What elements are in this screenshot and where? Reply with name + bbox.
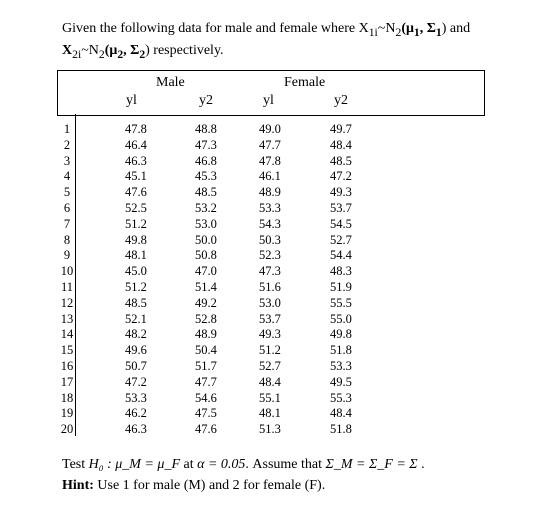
- female-y1-cell: 55.1: [259, 390, 281, 405]
- female-y1-cell: 48.1: [259, 406, 281, 421]
- dist-2: ~N: [81, 42, 99, 58]
- row-index: 15: [60, 343, 74, 358]
- params-2-sub-a: 2: [117, 47, 124, 61]
- male-y2-cell: 51.4: [195, 280, 217, 294]
- male-y2-cell: 52.8: [195, 311, 217, 326]
- female-y2-cell: 54.5: [330, 216, 352, 231]
- dist-1: ~N: [377, 21, 396, 36]
- male-y1-cell: 48.1: [125, 248, 147, 263]
- male-y2-cell: 53.2: [195, 201, 217, 215]
- female-y1-cell: 49.0: [259, 122, 281, 136]
- table-row: [57, 233, 485, 249]
- hint-label: Hint:: [62, 478, 94, 493]
- row-index: 1: [63, 122, 71, 136]
- test-statement: [62, 457, 425, 473]
- table-row: [57, 248, 485, 264]
- table-row: [57, 312, 485, 328]
- female-y2-cell: 49.8: [330, 327, 352, 342]
- table-row: [57, 201, 485, 217]
- table-row: [57, 422, 485, 438]
- female-y2-cell: 49.7: [330, 122, 352, 136]
- male-y1-cell: 47.2: [125, 374, 147, 389]
- male-y2-cell: 49.2: [195, 295, 217, 310]
- table-row: [57, 185, 485, 201]
- row-index: 2: [63, 137, 71, 152]
- female-y2-cell: 48.3: [330, 264, 352, 279]
- dist-2-sub: 2: [98, 47, 105, 61]
- female-y1-cell: 47.7: [259, 137, 281, 152]
- female-y1-cell: 52.7: [259, 359, 281, 373]
- female-y1-cell: 53.7: [259, 311, 281, 326]
- table-row: [57, 138, 485, 154]
- male-y1-cell: 52.1: [125, 311, 147, 326]
- test-at: at: [183, 457, 194, 472]
- female-y1-cell: 51.6: [259, 280, 281, 294]
- female-y1-cell: 51.3: [259, 422, 281, 437]
- row-index: 9: [63, 248, 71, 263]
- male-y1-cell: 46.4: [125, 137, 147, 152]
- params-2-mid: , Σ: [123, 42, 140, 58]
- table-row: [57, 280, 485, 296]
- table-row: [57, 343, 485, 359]
- male-y2-cell: 50.8: [195, 248, 217, 263]
- male-y2-cell: 48.9: [195, 327, 217, 342]
- female-y1-cell: 48.4: [259, 374, 281, 389]
- male-y1-cell: 52.5: [125, 201, 147, 215]
- params-2-sub-b: 2: [139, 47, 146, 61]
- female-y2-cell: 49.5: [330, 374, 352, 389]
- male-y1-cell: 46.3: [125, 422, 147, 437]
- row-index: 4: [63, 169, 71, 184]
- male-y1-cell: 49.8: [125, 232, 147, 247]
- test-prefix: Test: [62, 457, 86, 472]
- male-y2-cell: 50.0: [195, 232, 217, 247]
- female-y2-cell: 48.4: [330, 406, 352, 421]
- row-index: 20: [60, 422, 74, 437]
- male-y1-cell: 45.0: [125, 264, 147, 279]
- hint-text: Use 1 for male (M) and 2 for female (F).: [97, 478, 326, 493]
- row-index: 12: [60, 295, 74, 310]
- hint-line: [62, 478, 325, 494]
- male-y1-cell: 49.6: [125, 343, 147, 358]
- female-y1-cell: 49.3: [259, 327, 281, 342]
- female-y1-cell: 54.3: [259, 216, 281, 231]
- row-index: 11: [60, 280, 74, 294]
- params-1: (μ: [401, 21, 414, 36]
- male-y1-cell: 51.2: [125, 216, 147, 231]
- male-y2-cell: 48.5: [195, 185, 217, 200]
- table-row: [57, 154, 485, 170]
- row-index: 19: [60, 406, 74, 421]
- alpha-value: α = 0.05: [197, 457, 246, 472]
- female-y2-cell: 48.4: [330, 137, 352, 152]
- table-row: [57, 391, 485, 407]
- male-y2-cell: 47.7: [195, 374, 217, 389]
- problem-statement: [62, 20, 522, 64]
- male-y2-cell: 50.4: [195, 343, 217, 358]
- male-y2-cell: 47.5: [195, 406, 217, 421]
- male-y1-cell: 47.8: [125, 122, 147, 136]
- intro-text-1: Given the following data for male and female where X: [62, 21, 369, 36]
- female-y1-cell: 48.9: [259, 185, 281, 200]
- table-row: [57, 375, 485, 391]
- female-y1-cell: 53.0: [259, 295, 281, 310]
- intro-line-1: [62, 20, 522, 42]
- params-1-sub-b: 1: [435, 25, 442, 39]
- female-y1-cell: 46.1: [259, 169, 281, 184]
- table-row: [57, 359, 485, 375]
- row-index: 16: [60, 359, 74, 373]
- table-row: [57, 169, 485, 185]
- male-y2-cell: 47.6: [195, 422, 217, 437]
- female-y2-cell: 55.0: [330, 311, 352, 326]
- row-index: 10: [60, 264, 74, 279]
- female-y1-cell: 47.3: [259, 264, 281, 279]
- covariance-formula: Σ_M = Σ_F = Σ: [325, 457, 418, 472]
- assume-text: . Assume that: [245, 457, 323, 472]
- male-y1-cell: 48.2: [125, 327, 147, 342]
- female-y2-cell: 53.7: [330, 201, 352, 215]
- female-y2-cell: 51.8: [330, 343, 352, 358]
- female-group-header: Female: [284, 75, 326, 90]
- male-y2-cell: 53.0: [195, 216, 217, 231]
- row-index: 3: [63, 153, 71, 168]
- male-y2-cell: 54.6: [195, 390, 217, 405]
- x2-label: X: [62, 42, 73, 58]
- row-index: 17: [60, 374, 74, 389]
- female-y2-cell: 55.5: [330, 295, 352, 310]
- params-1-end: ) and: [441, 21, 471, 36]
- params-2: (μ: [104, 42, 118, 58]
- male-y1-cell: 50.7: [125, 359, 147, 373]
- table-row: [57, 217, 485, 233]
- male-y2-cell: 51.7: [195, 359, 217, 373]
- table-row: [57, 264, 485, 280]
- female-y2-cell: 48.5: [330, 153, 352, 168]
- female-y2-cell: 55.3: [330, 390, 352, 405]
- row-index: 5: [63, 185, 71, 200]
- male-y2-cell: 47.3: [195, 137, 217, 152]
- female-y1-cell: 53.3: [259, 201, 281, 215]
- male-y2-cell: 47.0: [195, 264, 217, 279]
- female-y2-cell: 51.9: [330, 280, 352, 294]
- table-row: [57, 327, 485, 343]
- male-y1-cell: 46.2: [125, 406, 147, 421]
- male-y1-cell: 47.6: [125, 185, 147, 200]
- row-index: 14: [60, 327, 74, 342]
- cov-end: .: [421, 457, 425, 472]
- male-y2-cell: 45.3: [195, 169, 217, 184]
- male-y1-cell: 53.3: [125, 390, 147, 405]
- row-index: 13: [60, 311, 74, 326]
- female-y2-cell: 52.7: [330, 232, 352, 247]
- female-y2-cell: 54.4: [330, 248, 352, 263]
- params-1-sub-a: 1: [413, 25, 420, 39]
- intro-line-2: [62, 42, 522, 64]
- female-y1-header: yl: [263, 93, 274, 108]
- sub-2i: 2i: [72, 47, 82, 61]
- table-row: [57, 296, 485, 312]
- row-index: 7: [63, 216, 71, 231]
- female-y1-cell: 50.3: [259, 232, 281, 247]
- female-y2-cell: 47.2: [330, 169, 352, 184]
- hypothesis-formula: H₀ : μ_M = μ_F: [88, 457, 180, 472]
- male-y2-header: y2: [199, 93, 213, 108]
- row-index: 6: [63, 201, 71, 215]
- row-index: 8: [63, 232, 71, 247]
- params-2-end: ) respectively.: [145, 42, 224, 58]
- table-header: [57, 70, 485, 116]
- male-y1-header: yl: [126, 93, 137, 108]
- male-group-header: Male: [156, 75, 185, 90]
- female-y1-cell: 51.2: [259, 343, 281, 358]
- female-y2-cell: 51.8: [330, 422, 352, 437]
- male-y1-cell: 45.1: [125, 169, 147, 184]
- male-y1-cell: 46.3: [125, 153, 147, 168]
- female-y2-header: y2: [334, 93, 348, 108]
- female-y2-cell: 49.3: [330, 185, 352, 200]
- table-row: [57, 406, 485, 422]
- female-y2-cell: 53.3: [330, 359, 352, 373]
- dist-1-sub: 2: [395, 25, 402, 39]
- male-y1-cell: 51.2: [125, 280, 147, 294]
- sub-1i: 1i: [368, 25, 378, 39]
- row-index: 18: [60, 390, 74, 405]
- table-row: [57, 122, 485, 138]
- female-y1-cell: 52.3: [259, 248, 281, 263]
- female-y1-cell: 47.8: [259, 153, 281, 168]
- male-y2-cell: 48.8: [195, 122, 217, 136]
- params-1-mid: , Σ: [419, 21, 436, 36]
- male-y1-cell: 48.5: [125, 295, 147, 310]
- male-y2-cell: 46.8: [195, 153, 217, 168]
